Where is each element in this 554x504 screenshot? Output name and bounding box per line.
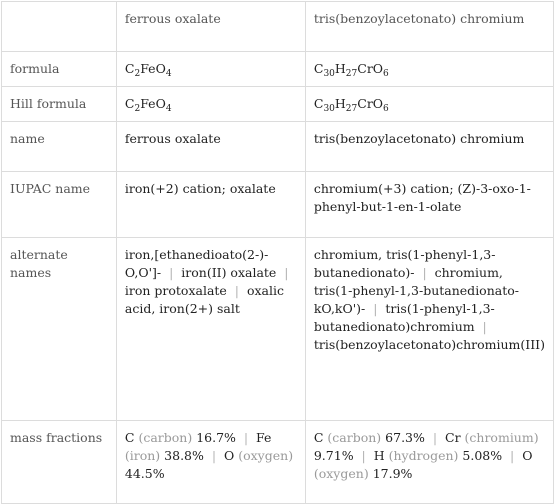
name-a: ferrous oxalate — [116, 122, 305, 172]
formula-subscript: 4 — [165, 104, 172, 114]
separator: | — [424, 430, 445, 445]
alternate-name: iron,[ethanedioato(2-)-O,O']- — [124, 247, 269, 280]
hill-formula-a — [116, 87, 305, 122]
alternate-name: chromium, tris(1-phenyl-1,3-butanedionato)- — [313, 247, 496, 280]
element-symbol: O — [522, 448, 533, 463]
formula-part: FeO — [140, 61, 166, 76]
element-name: (iron) — [124, 448, 161, 463]
formula-b — [305, 52, 553, 87]
column-header-chromium-complex: tris(benzoylacetonato) chromium — [305, 2, 553, 52]
separator: | — [235, 430, 257, 445]
separator: | — [474, 319, 491, 334]
formula-part: H — [334, 96, 346, 111]
formula-subscript: 30 — [323, 104, 335, 114]
hill-formula-b — [305, 87, 553, 122]
row-label-formula: formula — [2, 52, 117, 87]
comparison-table — [1, 1, 554, 504]
element-name: (chromium) — [464, 430, 539, 445]
alternate-name: iron(II) oxalate — [181, 265, 277, 280]
iupac-a: iron(+2) cation; oxalate — [116, 172, 305, 238]
element-name: (carbon) — [327, 430, 382, 445]
row-label-mass-fractions: mass fractions — [2, 421, 117, 504]
element-symbol: H — [373, 448, 385, 463]
formula-part: C — [124, 61, 135, 76]
row-hill-formula — [2, 87, 554, 122]
mass-percent: 67.3% — [385, 430, 425, 445]
row-mass-fractions — [2, 421, 554, 504]
mass-fractions-a — [116, 421, 305, 504]
formula-part: C — [124, 96, 135, 111]
formula-part: H — [334, 61, 346, 76]
separator: | — [365, 301, 386, 316]
column-header-ferrous-oxalate: ferrous oxalate — [116, 2, 305, 52]
corner-cell — [2, 2, 117, 52]
header-row — [2, 2, 554, 52]
separator: | — [203, 448, 224, 463]
row-label-hill-formula: Hill formula — [2, 87, 117, 122]
element-symbol: O — [224, 448, 235, 463]
formula-part: CrO — [357, 96, 384, 111]
row-label-alternate-names: alternate names — [2, 238, 117, 421]
separator: | — [414, 265, 435, 280]
element-name: (carbon) — [138, 430, 193, 445]
row-formula — [2, 52, 554, 87]
separator: | — [353, 448, 374, 463]
formula-part: C — [313, 96, 324, 111]
element-symbol: Cr — [445, 430, 461, 445]
formula-subscript: 6 — [383, 104, 389, 114]
element-name: (oxygen) — [238, 448, 294, 463]
alternate-name: tris(benzoylacetonato)chromium(III) — [313, 337, 545, 352]
formula-a — [116, 52, 305, 87]
formula-subscript: 30 — [323, 69, 335, 79]
alternate-names-a — [116, 238, 305, 421]
element-symbol: C — [124, 430, 135, 445]
row-alternate-names — [2, 238, 554, 421]
formula-subscript: 27 — [345, 69, 358, 79]
separator: | — [226, 283, 247, 298]
row-label-iupac-name: IUPAC name — [2, 172, 117, 238]
alternate-name: chromium, tris(1-phenyl-1,3-butanedionato-kO,kO')- — [313, 265, 519, 316]
formula-part: CrO — [357, 61, 384, 76]
row-iupac-name — [2, 172, 554, 238]
row-label-name: name — [2, 122, 117, 172]
mass-percent: 44.5% — [124, 466, 165, 481]
iupac-b: chromium(+3) cation; (Z)-3-oxo-1-phenyl-but-1-en-1-olate — [305, 172, 553, 238]
element-symbol: Fe — [256, 430, 272, 445]
formula-part: FeO — [140, 96, 166, 111]
mass-percent: 38.8% — [164, 448, 204, 463]
mass-percent: 5.08% — [462, 448, 503, 463]
alternate-name: tris(1-phenyl-1,3-butanedionato)chromium — [313, 301, 495, 334]
alternate-name: oxalic acid, iron(2+) salt — [124, 283, 284, 316]
row-name — [2, 122, 554, 172]
separator: | — [276, 265, 293, 280]
formula-part: C — [313, 61, 324, 76]
alternate-names-b — [305, 238, 553, 421]
mass-fractions-b — [305, 421, 553, 504]
separator: | — [502, 448, 523, 463]
alternate-name: iron protoxalate — [124, 283, 227, 298]
element-name: (hydrogen) — [388, 448, 459, 463]
name-b: tris(benzoylacetonato) chromium — [305, 122, 553, 172]
formula-subscript: 2 — [134, 104, 141, 114]
element-symbol: C — [313, 430, 324, 445]
separator: | — [161, 265, 182, 280]
formula-subscript: 27 — [345, 104, 358, 114]
mass-percent: 9.71% — [313, 448, 354, 463]
mass-percent: 17.9% — [372, 466, 413, 481]
mass-percent: 16.7% — [196, 430, 236, 445]
formula-subscript: 4 — [165, 69, 172, 79]
element-name: (oxygen) — [313, 466, 369, 481]
formula-subscript: 6 — [383, 69, 389, 79]
formula-subscript: 2 — [134, 69, 141, 79]
